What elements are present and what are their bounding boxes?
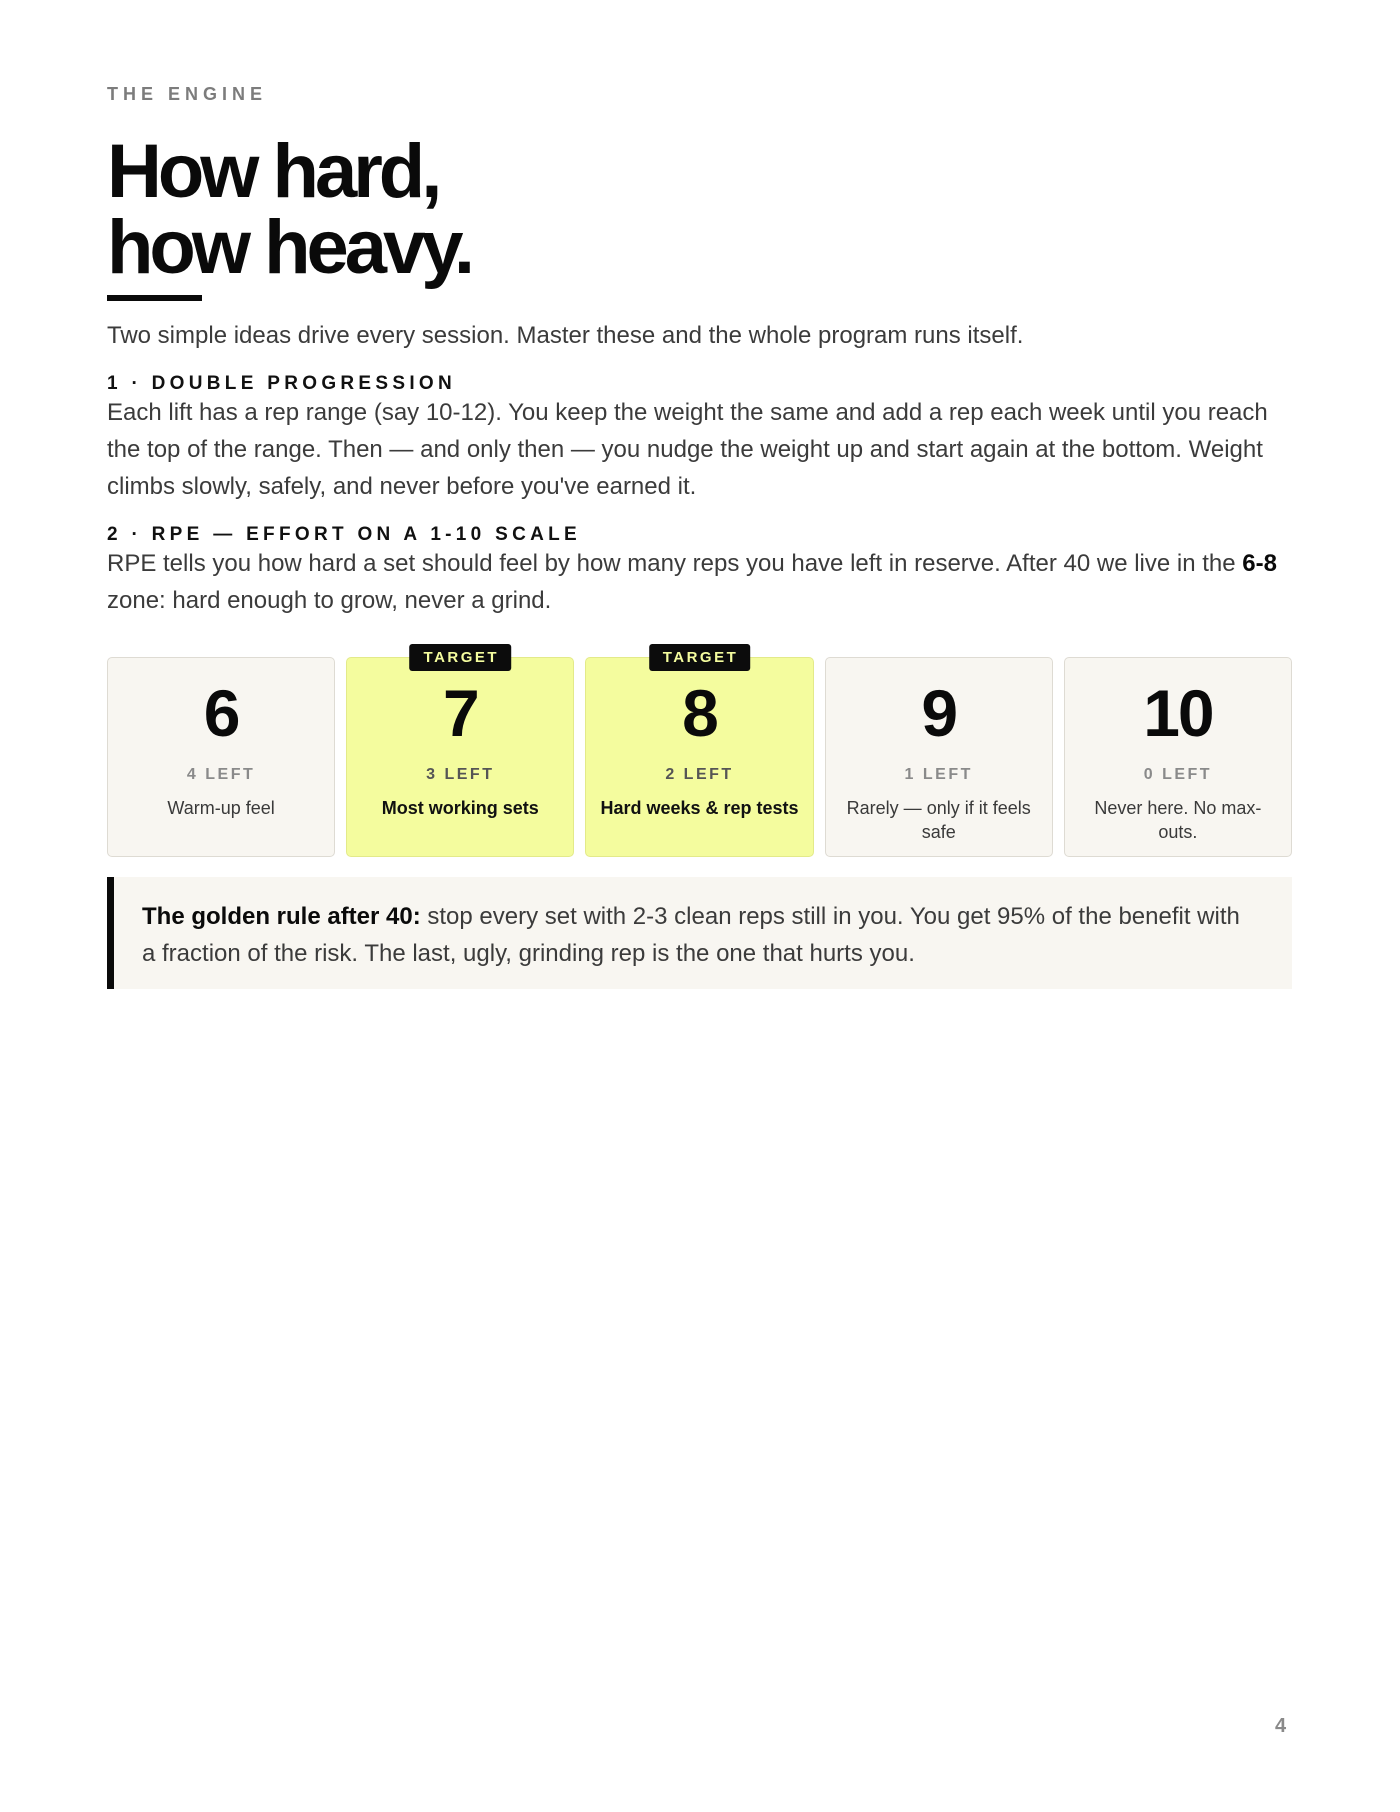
rpe-value: 9 (921, 676, 957, 750)
rpe-zone-highlight: 6-8 (1242, 550, 1277, 577)
rpe-value: 6 (203, 676, 239, 750)
callout-text (142, 898, 1252, 972)
rpe-body-text-end: zone: hard enough to grow, never a grind. (107, 587, 552, 614)
rpe-description: Warm-up feel (167, 798, 275, 818)
callout-lead: The golden rule after 40: (142, 903, 421, 930)
section-body-rpe (107, 545, 1292, 619)
reps-in-reserve: 1 LEFT (904, 766, 973, 783)
lead-paragraph: Two simple ideas drive every session. Master these and the whole program runs itself. (107, 322, 1024, 349)
section-heading-rpe: 2 · RPE — EFFORT ON A 1-10 SCALE (107, 524, 582, 545)
reps-in-reserve: 0 LEFT (1143, 766, 1213, 783)
rpe-scale (107, 649, 1292, 857)
title-underline (107, 295, 202, 301)
page-title (107, 129, 472, 290)
rpe-card-7 (346, 649, 574, 857)
rpe-body-text: RPE tells you how hard a set should feel by how many reps you have left in reserve. After 40 we live in the (107, 550, 1243, 577)
rpe-description: Rarely — only if it feels safe (846, 798, 1031, 842)
reps-in-reserve: 2 LEFT (665, 766, 734, 783)
rpe-description: Hard weeks & rep tests (600, 798, 799, 818)
callout-body: stop every set with 2-3 clean reps still in you. You get 95% of the benefit with a fraction of the risk. The last, ugly, grinding rep is the one that hurts you. (142, 903, 1240, 967)
section-body-progression: Each lift has a rep range (say 10-12). You keep the weight the same and add a rep each week until you reach the top of the range. Then — and only then — you nudge the weight up and start again at the bottom. Weight climbs slowly, safely, and never before you've earned it. (107, 399, 1268, 500)
rpe-description: Never here. No max-outs. (1094, 798, 1262, 842)
page-number: 4 (1275, 1715, 1287, 1737)
rpe-description: Most working sets (381, 798, 539, 818)
section-heading-progression: 1 · DOUBLE PROGRESSION (107, 373, 457, 394)
reps-in-reserve: 3 LEFT (426, 766, 495, 783)
rpe-value: 7 (442, 676, 478, 750)
rpe-card-6 (107, 657, 335, 857)
rpe-value: 10 (1143, 676, 1213, 750)
target-badge: TARGET (410, 644, 512, 671)
golden-rule-callout (107, 877, 1292, 989)
rpe-card-9 (825, 657, 1053, 857)
title-line-2: how heavy. (107, 205, 472, 290)
target-badge: TARGET (649, 644, 751, 671)
section-eyebrow: THE ENGINE (107, 84, 268, 104)
rpe-card-8 (585, 649, 813, 857)
rpe-card-10 (1064, 657, 1292, 857)
reps-in-reserve: 4 LEFT (186, 766, 256, 783)
rpe-value: 8 (682, 676, 717, 750)
title-line-1: How hard, (107, 129, 439, 214)
